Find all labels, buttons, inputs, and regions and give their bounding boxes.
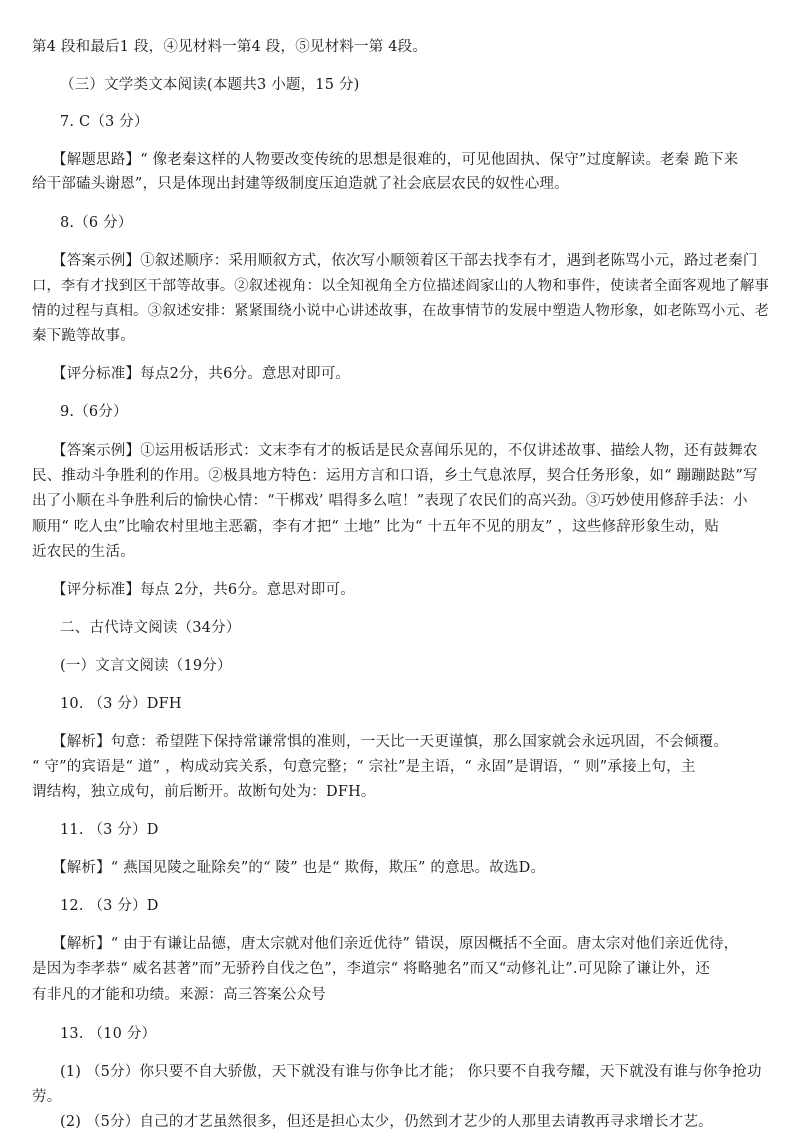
text-line-1: 第4 段和最后1 段，④见材料一第4 段，⑤见材料一第 4段。: [32, 39, 428, 55]
text-line-33: 劳。: [32, 1089, 62, 1105]
text-line-13: 【答案示例】①运用板话形式：文末李有才的板话是民众喜闻乐见的，不仅讲述故事、描绘人物，还有鼓舞农: [52, 443, 758, 459]
answer-11: 11. （3 分）D: [60, 822, 159, 838]
section-heading-literary-reading: （三）文学类文本阅读(本题共3 小题，15 分): [60, 77, 360, 93]
text-line-15: 出了小顺在斗争胜利后的愉快心情：“干梆戏’ 唱得多么喧！”表现了农民们的高兴劲。③巧妙使用修辞手法：小: [32, 493, 748, 509]
scoring-standard-8: 【评分标准】每点2分，共6分。意思对即可。: [52, 366, 351, 382]
text-line-32: (1) （5分）你只要不自大骄傲，天下就没有谁与你争比才能； 你只要不自我夸耀，天下就没有谁与你争抢功: [60, 1064, 762, 1080]
text-line-23: “ 守”的宾语是“ 道” ，构成动宾关系，句意完整；“ 宗社”是主语，“ 永固”是谓语，“ 则”承接上句，主: [32, 759, 696, 775]
text-line-29: 是因为李孝恭“ 威名甚著”而”无骄矜自伐之色”，李道宗“ 将略驰名”而又“动修礼让”.可见除了谦让外，还: [32, 961, 711, 977]
text-line-5: 给干部磕头谢恩”，只是体现出封建等级制度压迫造就了社会底层农民的奴性心理。: [32, 176, 569, 192]
answer-10: 10. （3 分）DFH: [60, 696, 182, 712]
text-line-7: 【答案示例】①叙述顺序：采用顺叙方式，依次写小顺领着区干部去找李有才，遇到老陈骂小元，路过老秦门: [52, 253, 758, 269]
section-heading-classical-chinese: (一）文言文阅读（19分）: [60, 658, 232, 674]
answer-13: 13. （10 分）: [60, 1026, 157, 1042]
answer-9: 9.（6分）: [60, 404, 128, 420]
text-line-10: 秦下跪等故事。: [32, 328, 135, 344]
answer-8: 8.（6 分）: [60, 215, 133, 231]
text-line-16: 顺用“ 吃人虫”比喻农村里地主恶霸，李有才把“ 土地” 比为“ 十五年不见的朋友” ，这些修辞形象生动，贴: [32, 519, 720, 535]
text-line-4: 【解题思路】“ 像老秦这样的人物要改变传统的思想是很难的，可见他固执、保守”过度解读。老秦 跪下来: [52, 152, 739, 168]
text-line-34: (2) （5分）自己的才艺虽然很多，但还是担心太少，仍然到才艺少的人那里去请教再寻求增长才艺。: [60, 1114, 713, 1130]
text-line-28: 【解析】“ 由于有谦让品德，唐太宗就对他们亲近优待” 错误，原因概括不全面。唐太宗对他们亲近优待，: [52, 936, 739, 952]
text-line-24: 谓结构，独立成句，前后断开。故断句处为：DFH。: [32, 784, 376, 800]
answer-12: 12. （3 分）D: [60, 898, 159, 914]
text-line-8: 口，李有才找到区干部等故事。②叙述视角：以全知视角全方位描述阎家山的人物和事件，使读者全面客观地了解事: [32, 278, 769, 294]
text-line-26: 【解析】“ 燕国见陵之耻除矣”的“ 陵” 也是“ 欺侮，欺压” 的意思。故选D。: [52, 860, 546, 876]
text-line-14: 民、推动斗争胜利的作用。②极具地方特色：运用方言和口语，乡土气息浓厚，契合任务形象，如“ 蹦蹦跶跶”写: [32, 468, 758, 484]
text-line-22: 【解析】句意：希望陛下保持常谦常惧的准则，一天比一天更谨慎，那么国家就会永远巩固，不会倾覆。: [52, 734, 729, 750]
text-line-9: 情的过程与真相。③叙述安排：紧紧围绕小说中心讲述故事，在故事情节的发展中塑造人物形象，如老陈骂小元、老: [32, 303, 769, 319]
text-line-30: 有非凡的才能和功绩。来源：高三答案公众号: [32, 987, 326, 1003]
text-line-17: 近农民的生活。: [32, 544, 135, 560]
scoring-standard-9: 【评分标准】每点 2分，共6分。意思对即可。: [52, 582, 355, 598]
answer-7: 7. C（3 分）: [60, 114, 149, 130]
section-heading-ancient-poetry: 二、古代诗文阅读（34分）: [60, 620, 241, 636]
